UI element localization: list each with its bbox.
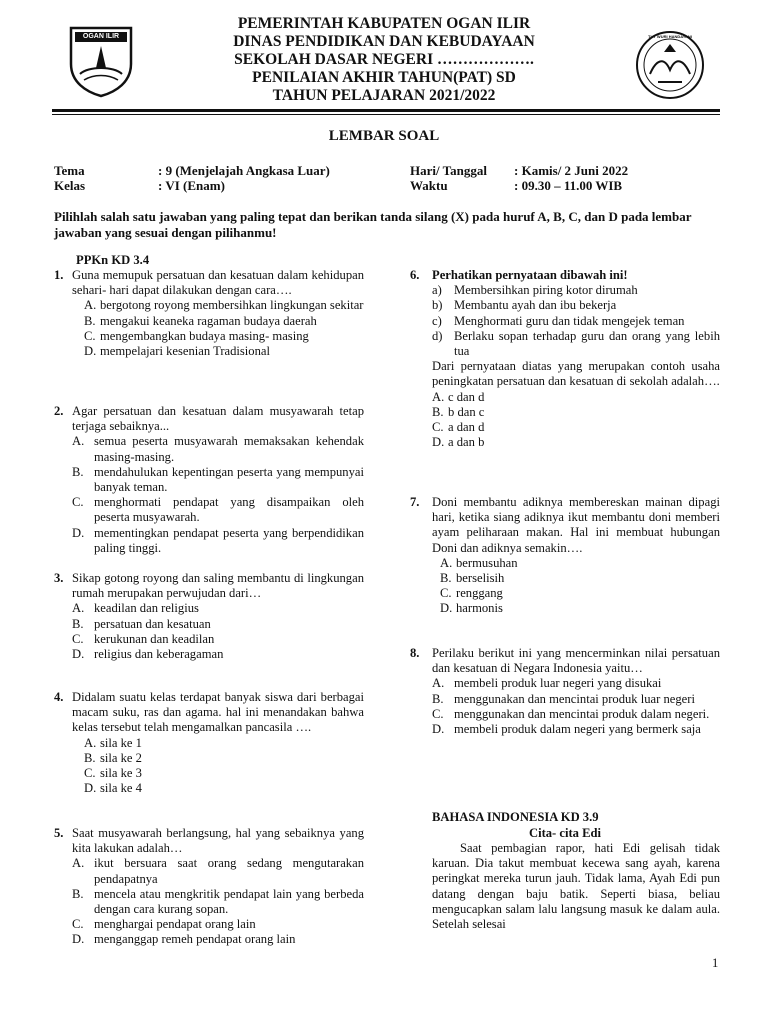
- question-6: [410, 268, 720, 450]
- option-a: A. membeli produk luar negeri yang disukai: [432, 676, 662, 691]
- header-line-1: PEMERINTAH KABUPATEN OGAN ILIR: [237, 15, 531, 32]
- question-4: [54, 690, 364, 796]
- hari-label: Hari/ Tanggal: [410, 163, 487, 178]
- question-text: Saat musyawarah berlangsung, hal yang sebaiknya yang kita lakukan adalah…: [72, 826, 364, 856]
- question-7: [410, 495, 720, 617]
- option-a: A. bergotong royong membersihkan lingkungan sekitar: [84, 298, 364, 313]
- header-line-5: TAHUN PELAJARAN 2021/2022: [272, 87, 496, 104]
- question-text: Didalam suatu kelas terdapat banyak siswa dari berbagai macam suku, ras dan agama. hal ini menandakan bahwa kelas tersebut telah mengamalkan pancasila ….: [72, 690, 364, 735]
- section-bahasa-indonesia: BAHASA INDONESIA KD 3.9: [432, 810, 599, 824]
- statement-a: a) Membersihkan piring kotor dirumah: [432, 283, 638, 298]
- option-d: D. membeli produk dalam negeri yang bermerk saja: [432, 722, 701, 737]
- waktu-value: : 09.30 – 11.00 WIB: [514, 178, 623, 193]
- question-number: 5.: [54, 826, 64, 840]
- story-text: Saat pembagian rapor, hati Edi gelisah tidak karuan. Dia takut membuat kecewa sang ayah, karena peringkat mereka turun jauh. Tidak lama, Ayah Edi pun datang dengan baju batik. Seperti biasa, beliau mengucapkan salam lalu langsung masuk ke dalam aula. Setelah selesai: [432, 841, 720, 932]
- question-2: [54, 404, 364, 556]
- section-ppkn: PPKn KD 3.4: [76, 253, 150, 267]
- page-number: 1: [712, 956, 719, 970]
- question-text: Guna memupuk persatuan dan kesatuan dalam kehidupan sehari- hari dapat dilakukan dengan cara….: [72, 268, 364, 298]
- option-d: D. mementingkan pendapat peserta yang berpendidikan paling tinggi.: [72, 525, 364, 555]
- option-b: B. sila ke 2: [84, 750, 142, 765]
- doc-title: LEMBAR SOAL: [328, 128, 440, 144]
- question-1: [54, 268, 364, 359]
- question-number: 4.: [54, 690, 64, 704]
- question-number: 7.: [410, 495, 420, 509]
- right-logo-text: TUT WURI HANDAYANI: [648, 34, 692, 39]
- option-b: B. berselisih: [440, 571, 505, 586]
- story-title: Cita- cita Edi: [528, 826, 602, 840]
- option-b: B. mengakui keaneka ragaman budaya daerah: [84, 313, 317, 328]
- statement-b: b) Membantu ayah dan ibu bekerja: [432, 298, 617, 313]
- question-number: 6.: [410, 268, 420, 282]
- option-c: C. menggunakan dan mencintai produk dalam negeri.: [432, 706, 710, 721]
- kelas-value: : VI (Enam): [158, 178, 225, 193]
- option-a: A. keadilan dan religius: [72, 601, 199, 616]
- tema-value: : 9 (Menjelajah Angkasa Luar): [158, 163, 330, 178]
- option-c: C. mengembangkan budaya masing- masing: [84, 328, 309, 343]
- header-divider-thick: [52, 109, 720, 112]
- option-d: D. religius dan keberagaman: [72, 647, 224, 662]
- option-b: B. b dan c: [432, 404, 485, 419]
- option-d: D. sila ke 4: [84, 781, 142, 796]
- option-b: B. mendahulukan kepentingan peserta yang mempunyai banyak teman.: [72, 464, 364, 495]
- option-a: A. sila ke 1: [84, 735, 142, 750]
- statement-c: c) Menghormati guru dan tidak mengejek teman: [432, 313, 685, 328]
- question-text: Perilaku berikut ini yang mencerminkan nilai persatuan dan kesatuan di Negara Indonesia yaitu…: [432, 646, 720, 676]
- option-d: D. mempelajari kesenian Tradisional: [84, 344, 270, 359]
- tema-label: Tema: [54, 163, 85, 178]
- option-d: D. a dan b: [432, 435, 485, 450]
- question-text: Agar persatuan dan kesatuan dalam musyawarah tetap terjaga sebaiknya...: [72, 404, 364, 434]
- question-text: Sikap gotong royong dan saling membantu di lingkungan rumah merupakan perwujudan dari…: [72, 571, 364, 601]
- kelas-label: Kelas: [54, 178, 86, 193]
- option-c: C. kerukunan dan keadilan: [72, 631, 215, 646]
- statement-d: d) Berlaku sopan terhadap guru dan orang yang lebih tua: [432, 328, 720, 359]
- option-c: C. sila ke 3: [84, 766, 142, 781]
- question-number: 3.: [54, 571, 64, 585]
- question-number: 2.: [54, 404, 64, 418]
- option-b: B. menggunakan dan mencintai produk luar negeri: [432, 691, 695, 706]
- question-8: [410, 646, 720, 737]
- question-number: 1.: [54, 268, 64, 282]
- left-logo-text: OGAN ILIR: [82, 33, 120, 40]
- option-a: A. ikut bersuara saat orang sedang mengutarakan pendapatnya: [72, 856, 364, 886]
- hari-value: : Kamis/ 2 Juni 2022: [514, 163, 629, 178]
- option-a: A. c dan d: [432, 389, 485, 404]
- option-d: D. harmonis: [440, 601, 503, 616]
- waktu-label: Waktu: [410, 178, 448, 193]
- option-c: C. menghargai pendapat orang lain: [72, 917, 256, 932]
- option-d: D. menganggap remeh pendapat orang lain: [72, 932, 296, 947]
- question-follow-text: Dari pernyataan diatas yang merupakan contoh usaha peningkatan persatuan dan kesatuan di sekolah adalah….: [432, 359, 720, 389]
- question-5: [54, 826, 364, 948]
- header-line-4: PENILAIAN AKHIR TAHUN(PAT) SD: [252, 69, 516, 86]
- option-a: A. bermusuhan: [440, 555, 518, 570]
- option-b: B. mencela atau mengkritik pendapat lain yang berbeda dengan cara kurang sopan.: [72, 886, 364, 917]
- header-divider-thin: [52, 114, 720, 115]
- option-c: C. renggang: [440, 586, 503, 601]
- question-text: Doni membantu adiknya membereskan mainan dipagi hari, ketika siang adiknya ikut membantu doni memberi ayam peliharaan makan. Hal ini membuat hubungan Doni dan adiknya semakin….: [432, 495, 720, 555]
- question-number: 8.: [410, 646, 420, 660]
- question-text: Perhatikan pernyataan dibawah ini!: [432, 268, 628, 282]
- option-a: A. semua peserta musyawarah memaksakan kehendak masing-masing.: [72, 434, 364, 464]
- header-line-3: SEKOLAH DASAR NEGERI ……………….: [234, 51, 534, 68]
- option-c: C. menghormati pendapat yang disampaikan oleh peserta musyawarah.: [72, 495, 364, 525]
- question-3: [54, 571, 364, 662]
- instruction: Pilihlah salah satu jawaban yang paling tepat dan berikan tanda silang (X) pada huruf A, B, C, dan D pada lembar jawaban yang sesuai dengan pilihanmu!: [54, 209, 692, 240]
- option-b: B. persatuan dan kesatuan: [72, 616, 211, 631]
- header-line-2: DINAS PENDIDIKAN DAN KEBUDAYAAN: [233, 33, 535, 50]
- option-c: C. a dan d: [432, 420, 485, 435]
